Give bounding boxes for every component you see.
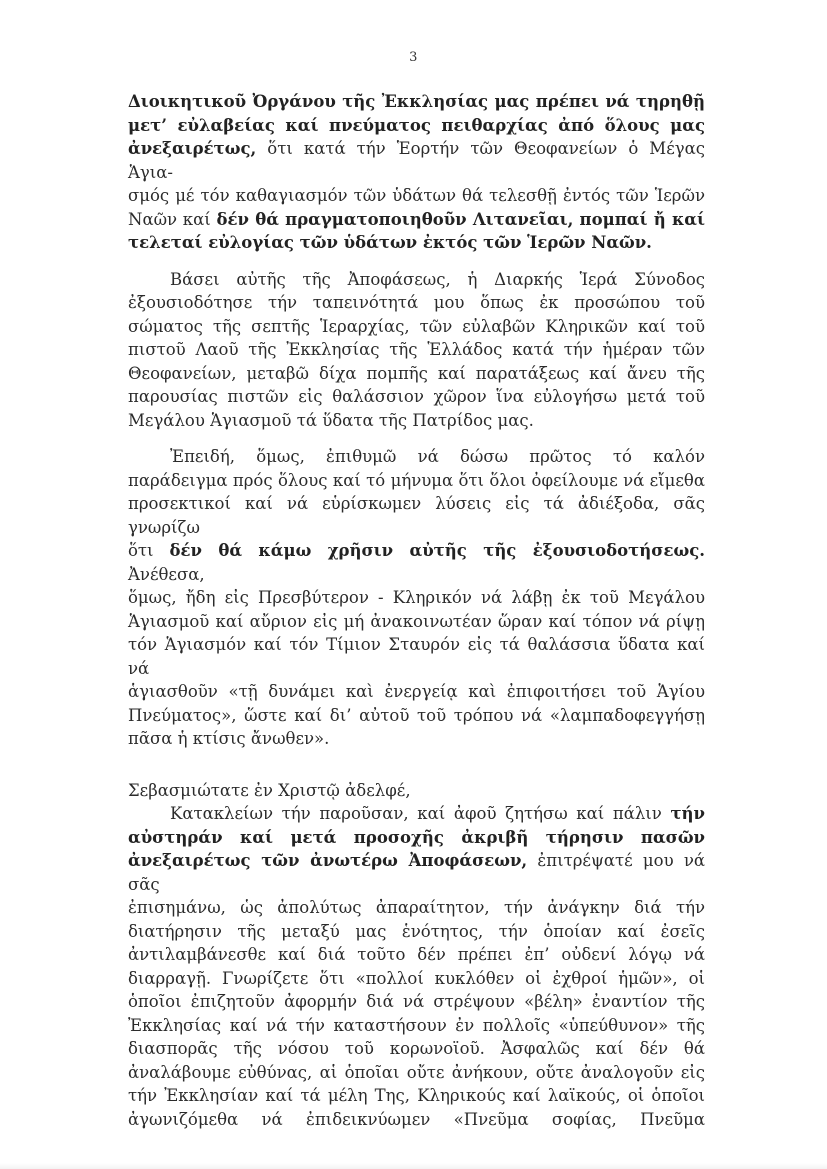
text-line: σώματος τῆς σεπτῆς Ἱεραρχίας, τῶν εὐλαβῶν Κληρικῶν καί τοῦ	[128, 316, 705, 336]
paragraph	[128, 802, 705, 1131]
paragraph	[128, 779, 705, 803]
text-line: ἐξουσιοδότησε τήν ταπεινότητά μου ὅπως ἐκ προσώπου τοῦ	[128, 293, 705, 312]
text-line: ἀγωνιζόμεθα νά ἐπιδεικνύωμεν «Πνεῦμα σοφίας, Πνεῦμα	[128, 1109, 705, 1129]
text-line: ἀνεξαιρέτως τῶν ἀνωτέρω Ἀποφάσεων, ἐπιτρέψατέ μου νά σᾶς	[128, 851, 705, 894]
text-line: Μεγάλου Ἁγιασμοῦ τά ὕδατα τῆς Πατρίδος μας.	[128, 410, 534, 430]
text-line: Ἐπειδή, ὅμως, ἐπιθυμῶ νά δώσω πρῶτος τό καλόν	[170, 447, 705, 466]
text-line: Σεβασμιώτατε ἐν Χριστῷ ἀδελφέ,	[128, 780, 411, 800]
text-line: ὅμως, ἤδη εἰς Πρεσβύτερον - Κληρικόν νά λάβῃ ἐκ τοῦ Μεγάλου	[128, 588, 705, 607]
text-line: διαρραγῇ. Γνωρίζετε ὅτι «πολλοί κυκλόθεν οἱ ἐχθροί ἡμῶν», οἱ	[128, 968, 705, 988]
text-line: πιστοῦ Λαοῦ τῆς Ἐκκλησίας τῆς Ἑλλάδος κατά τήν ἡμέραν τῶν	[128, 340, 705, 359]
text-line: αὐστηράν καί μετά προσοχῆς ἀκριβῆ τήρησιν πασῶν	[128, 827, 705, 847]
text-line: τελεταί εὐλογίας τῶν ὑδάτων ἐκτός τῶν Ἱερῶν Ναῶν.	[128, 233, 652, 252]
text-line: ἐπισημάνω, ὡς ἀπολύτως ἀπαραίτητον, τήν ἀνάγκην διά τήν	[128, 898, 705, 917]
text-line: τήν Ἐκκλησίαν καί τά μέλη Της, Κληρικούς καί λαϊκούς, οἱ ὁποῖοι	[128, 1086, 705, 1105]
text-line: Κατακλείων τήν παροῦσαν, καί ἀφοῦ ζητήσω καί πάλιν τήν	[170, 804, 705, 823]
text-block	[128, 90, 705, 1131]
text-line: Θεοφανείων, μεταβῶ δίχα πομπῆς καί παρατάξεως καί ἄνευ τῆς	[128, 363, 705, 383]
text-line: ἁγιασθοῦν «τῇ δυνάμει καὶ ἐνεργείᾳ καὶ ἐπιφοιτήσει τοῦ Ἁγίου	[128, 682, 705, 701]
text-line: Πνεύματος», ὥστε καί δι’ αὐτοῦ τοῦ τρόπου νά «λαμπαδοφεγγήσῃ	[128, 705, 705, 725]
text-line: διατήρησιν τῆς μεταξύ μας ἑνότητος, τήν ὁποίαν καί ἐσεῖς	[128, 921, 705, 941]
paragraph	[128, 90, 705, 255]
text-line: ὅτι δέν θά κάμω χρῆσιν αὐτῆς τῆς ἐξουσιοδοτήσεως. Ἀνέθεσα,	[128, 541, 705, 584]
text-line: Διοικητικοῦ Ὀργάνου τῆς Ἐκκλησίας μας πρέπει νά τηρηθῇ	[128, 92, 705, 111]
text-line: παράδειγμα πρός ὅλους καί τό μήνυμα ὅτι ὅλοι ὀφείλουμε νά εἴμεθα	[128, 470, 705, 490]
text-line: μετ’ εὐλαβείας καί πνεύματος πειθαρχίας ἀπό ὅλους μας	[128, 115, 705, 135]
text-line: ὁποῖοι ἐπιζητοῦν ἀφορμήν διά νά στρέψουν «βέλη» ἐναντίον τῆς	[128, 992, 705, 1011]
text-line: τόν Ἁγιασμόν καί τόν Τίμιον Σταυρόν εἰς τά θαλάσσια ὕδατα καί νά	[128, 635, 705, 678]
text-line: Ἐκκλησίας καί νά τήν καταστήσουν ἐν πολλοῖς «ὑπεύθυνον» τῆς	[128, 1015, 705, 1035]
text-line: διασπορᾶς τῆς νόσου τοῦ κορωνοϊοῦ. Ἀσφαλῶς καί δέν θά	[128, 1039, 705, 1058]
text-line: ἀντιλαμβάνεσθε καί διά τοῦτο δέν πρέπει ἐπ’ οὐδενί λόγῳ νά	[128, 945, 705, 964]
text-line: πᾶσα ἡ κτίσις ἄνωθεν».	[128, 729, 330, 748]
text-line: ἀναλάβουμε εὐθύνας, αἱ ὁποῖαι οὔτε ἀνήκουν, οὔτε ἀναλογοῦν εἰς	[128, 1062, 705, 1082]
text-line: ἀνεξαιρέτως, ὅτι κατά τήν Ἑορτήν τῶν Θεοφανείων ὁ Μέγας Ἁγια-	[128, 139, 705, 182]
text-line: Βάσει αὐτῆς τῆς Ἀποφάσεως, ἡ Διαρκής Ἱερά Σύνοδος	[170, 269, 705, 289]
text-line: προσεκτικοί καί νά εὑρίσκωμεν λύσεις εἰς τά ἀδιέξοδα, σᾶς γνωρίζω	[128, 494, 705, 537]
text-line: Ἁγιασμοῦ καί αὔριον εἰς μή ἀνακοινωτέαν ὥραν καί τόπον νά ρίψῃ	[128, 611, 705, 631]
scan-edge	[0, 1163, 827, 1169]
page-number: 3	[409, 50, 418, 65]
paragraph	[128, 445, 705, 751]
text-line: σμός μέ τόν καθαγιασμόν τῶν ὑδάτων θά τελεσθῇ ἐντός τῶν Ἱερῶν	[128, 186, 705, 205]
text-line: Ναῶν καί δέν θά πραγματοποιηθοῦν Λιτανεῖαι, πομπαί ἤ καί	[128, 209, 705, 229]
paragraph	[128, 268, 705, 433]
text-line: παρουσίας πιστῶν εἰς θαλάσσιον χῶρον ἵνα εὐλογήσω μετά τοῦ	[128, 387, 705, 406]
